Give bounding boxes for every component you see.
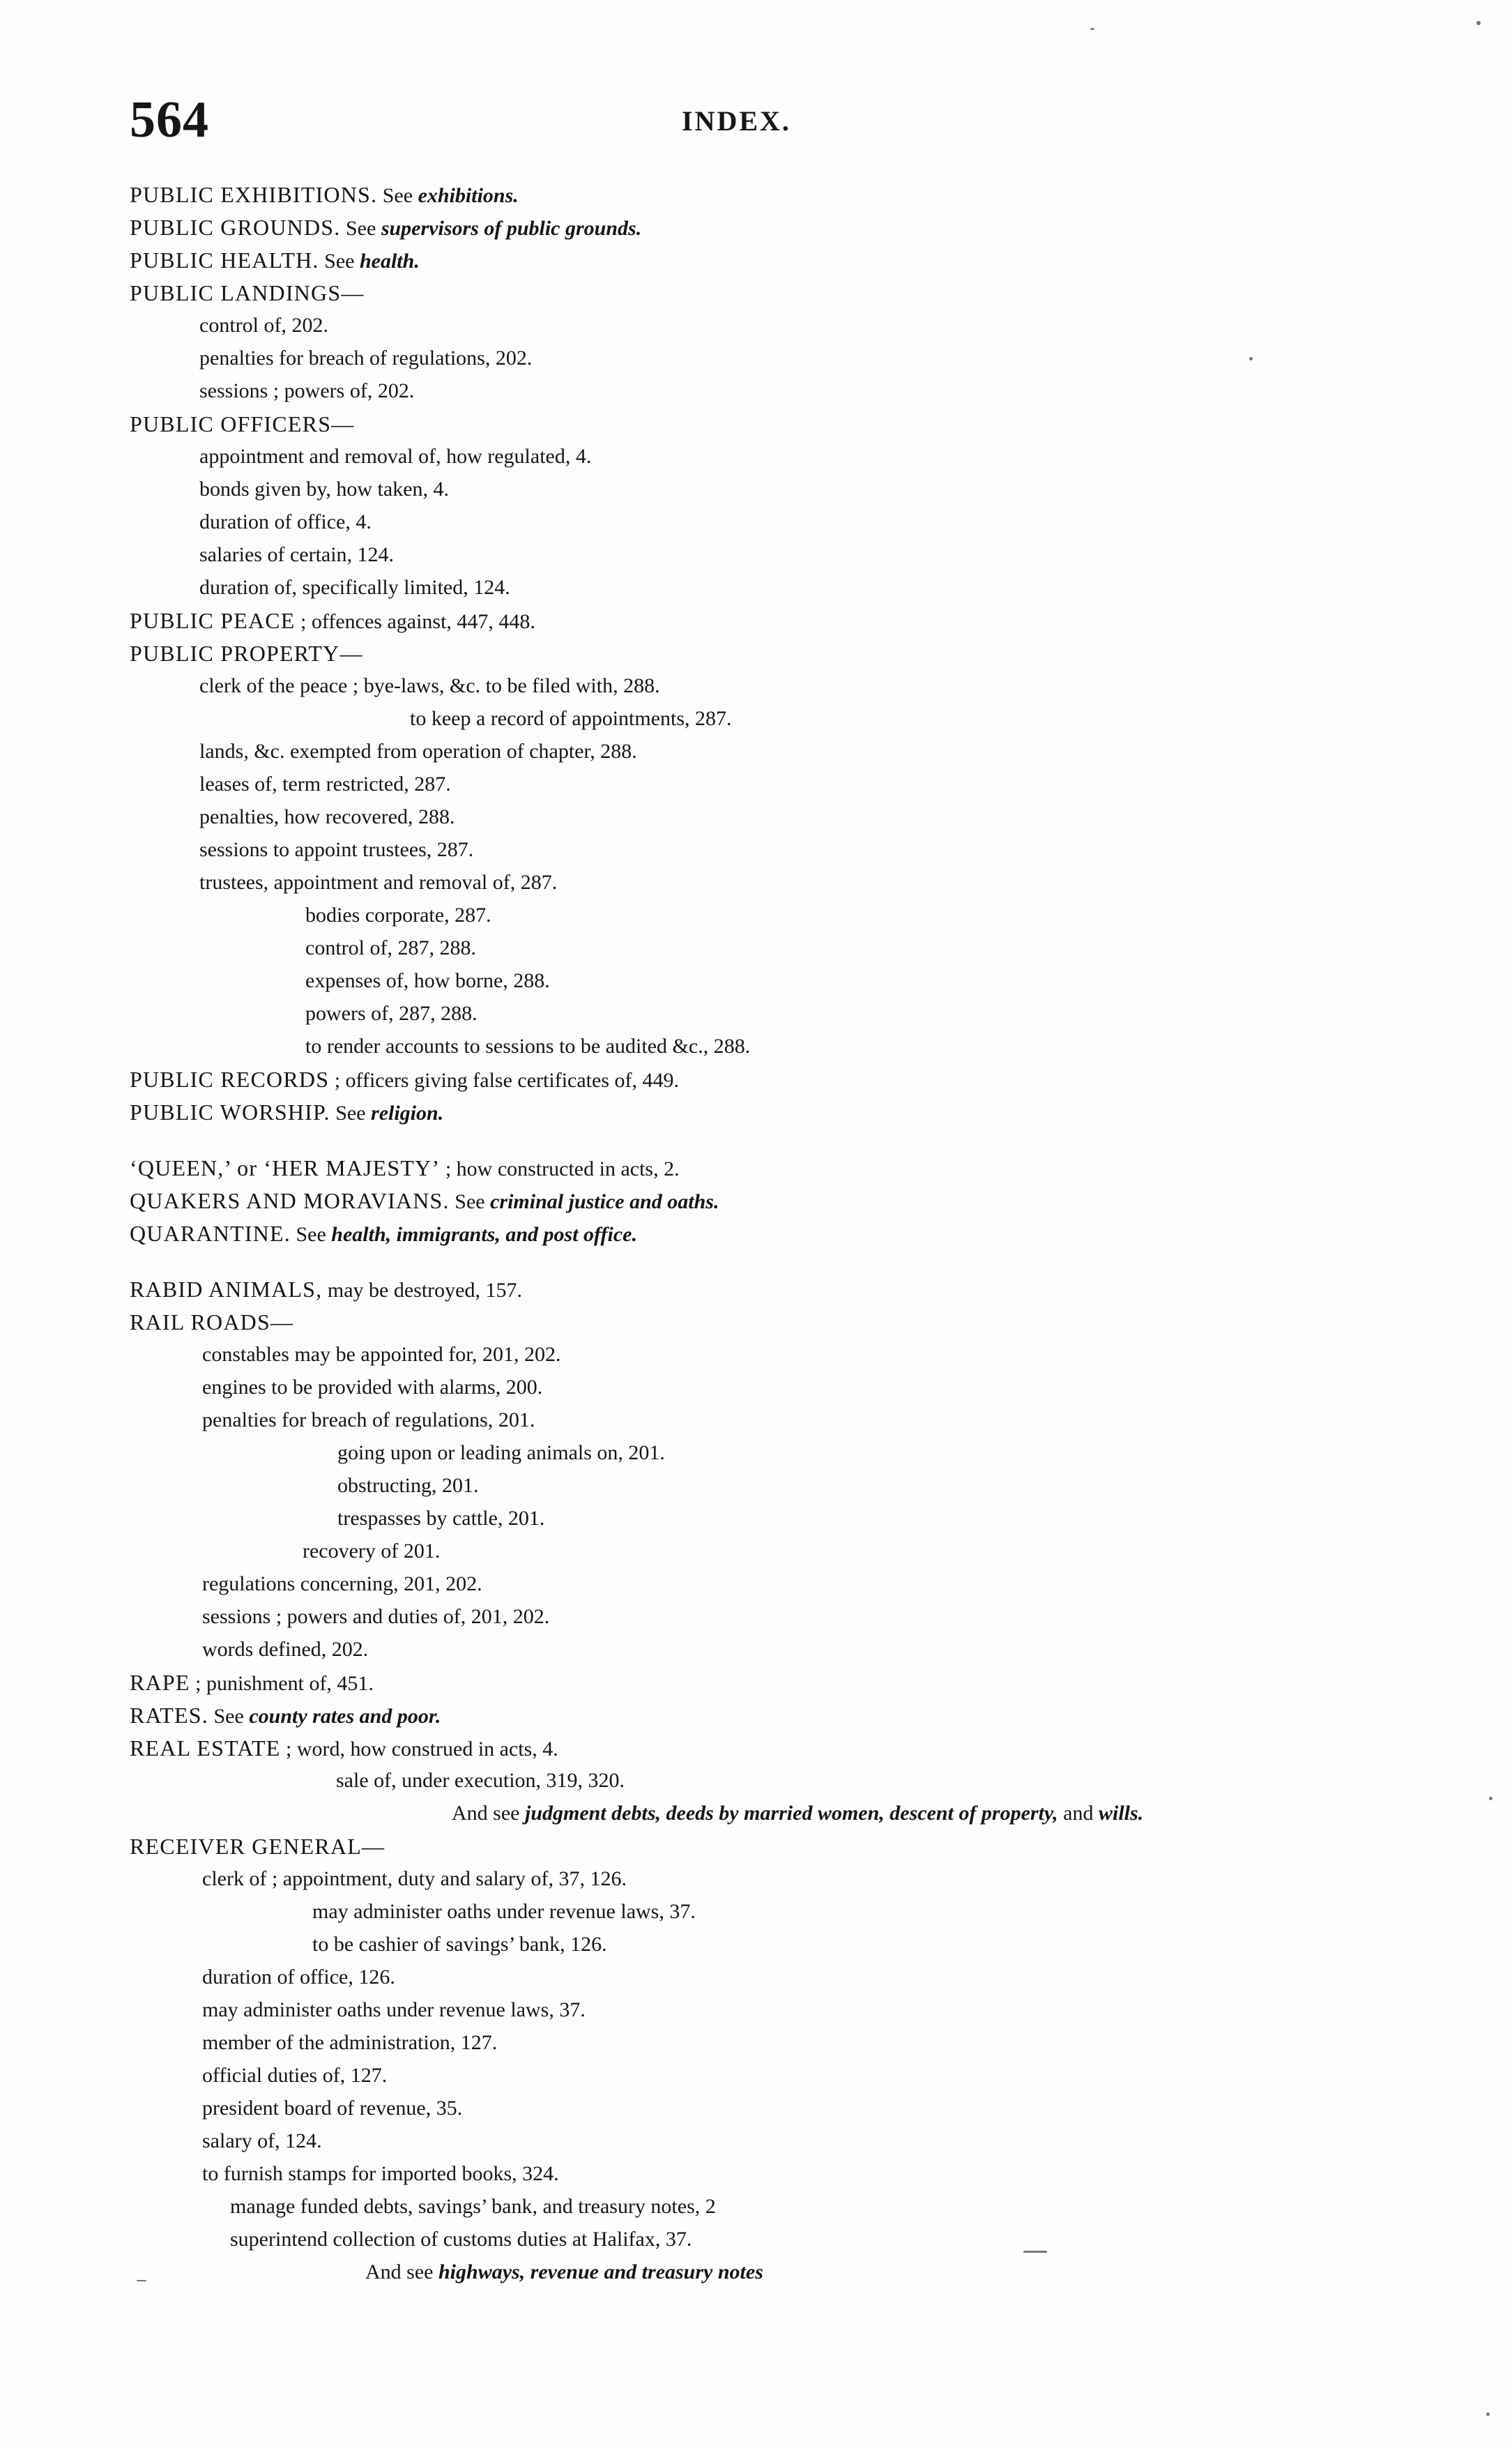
index-entry [130, 1098, 443, 1126]
index-subentry: penalties, how recovered, 288. [199, 805, 455, 828]
entry-heading: PUBLIC WORSHIP. [130, 1100, 330, 1125]
index-subentry: penalties for breach of regulations, 202. [199, 347, 533, 370]
entry-heading: QUAKERS AND MORAVIANS. [130, 1188, 450, 1213]
index-entry [130, 607, 535, 634]
scan-speck [1249, 357, 1253, 360]
index-entry [130, 410, 354, 438]
entry-heading: RAIL ROADS— [130, 1309, 294, 1335]
index-subentry: salaries of certain, 124. [199, 543, 395, 566]
entry-heading: RABID ANIMALS, [130, 1277, 323, 1302]
index-subentry: control of, 202. [199, 314, 328, 337]
entry-text: ; offences against, 447, 448. [295, 610, 535, 633]
entry-heading: PUBLIC PROPERTY— [130, 641, 363, 666]
entry-heading: ‘QUEEN,’ or ‘HER MAJESTY’ [130, 1155, 441, 1180]
index-subentry: sale of, under execution, 319, 320. [336, 1769, 625, 1792]
cross-reference: supervisors of public grounds. [381, 217, 642, 240]
scan-speck [1476, 21, 1481, 25]
entry-heading: PUBLIC RECORDS [130, 1067, 330, 1092]
entry-heading: REAL ESTATE [130, 1735, 281, 1761]
entry-heading: PUBLIC HEALTH. [130, 248, 319, 273]
index-entry [130, 181, 519, 208]
running-head: INDEX. [682, 105, 791, 137]
index-subentry: duration of office, 126. [202, 1966, 395, 1989]
index-entry [130, 1701, 441, 1729]
index-subentry: bodies corporate, 287. [305, 904, 491, 927]
index-subentry: duration of office, 4. [199, 510, 372, 533]
index-subentry: clerk of ; appointment, duty and salary of, 37, 126. [202, 1867, 627, 1890]
index-entry [130, 213, 641, 241]
index-subentry: member of the administration, 127. [202, 2031, 498, 2054]
scan-speck [1489, 1797, 1492, 1800]
index-subentry: powers of, 287, 288. [305, 1002, 478, 1025]
index-subentry: bonds given by, how taken, 4. [199, 478, 450, 501]
index-subentry: obstructing, 201. [337, 1474, 479, 1497]
index-entry [130, 1154, 680, 1182]
entry-text: See [330, 1102, 372, 1125]
cross-reference: county rates and poor. [249, 1705, 441, 1728]
scan-speck [1023, 2251, 1047, 2253]
index-entry [130, 1219, 637, 1247]
cross-reference: judgment debts, deeds by married women, descent of property, [524, 1802, 1058, 1825]
entry-text: may be destroyed, 157. [322, 1279, 522, 1302]
index-subentry: expenses of, how borne, 288. [305, 969, 550, 992]
index-entry [130, 246, 420, 274]
entry-text: See [290, 1223, 332, 1246]
scan-speck [1486, 2412, 1490, 2416]
index-subentry: constables may be appointed for, 201, 202. [202, 1343, 561, 1366]
index-subentry: to be cashier of savings’ bank, 126. [312, 1933, 607, 1956]
entry-heading: RAPE [130, 1670, 190, 1695]
cross-reference: criminal justice and oaths. [490, 1190, 719, 1213]
index-subentry: may administer oaths under revenue laws, 37. [312, 1900, 696, 1923]
cross-reference: wills. [1098, 1802, 1144, 1825]
scan-speck [1090, 28, 1094, 30]
index-subentry: recovery of 201. [303, 1539, 441, 1563]
entry-heading: PUBLIC OFFICERS— [130, 411, 355, 436]
entry-text: ; officers giving false certificates of, 449. [329, 1069, 679, 1092]
index-subentry: to keep a record of appointments, 287. [410, 707, 732, 730]
entry-text: See [319, 250, 360, 273]
entry-heading: RECEIVER GENERAL— [130, 1834, 385, 1859]
index-subentry [365, 2258, 763, 2286]
index-subentry: official duties of, 127. [202, 2064, 388, 2087]
index-subentry: regulations concerning, 201, 202. [202, 1572, 482, 1595]
index-subentry: leases of, term restricted, 287. [199, 773, 451, 796]
index-subentry: lands, &c. exempted from operation of chapter, 288. [199, 740, 637, 763]
index-entry [130, 639, 363, 667]
entry-text: And see [452, 1802, 525, 1825]
index-subentry: may administer oaths under revenue laws, 37. [202, 1998, 586, 2021]
index-subentry: salary of, 124. [202, 2129, 322, 2152]
index-subentry: trespasses by cattle, 201. [337, 1507, 545, 1530]
index-subentry: manage funded debts, savings’ bank, and treasury notes, 2 [230, 2195, 716, 2218]
index-subentry: superintend collection of customs duties at Halifax, 37. [230, 2228, 692, 2251]
cross-reference: health. [359, 250, 420, 273]
scan-speck [137, 2280, 146, 2281]
index-entry [130, 1187, 719, 1215]
index-entry [130, 1832, 385, 1860]
index-subentry: sessions to appoint trustees, 287. [199, 838, 474, 861]
index-entry [130, 1668, 374, 1696]
index-subentry: penalties for breach of regulations, 201. [202, 1408, 535, 1431]
entry-heading: QUARANTINE. [130, 1221, 291, 1246]
entry-heading: PUBLIC EXHIBITIONS. [130, 182, 378, 207]
entry-heading: PUBLIC LANDINGS— [130, 280, 365, 305]
index-subentry: appointment and removal of, how regulated, 4. [199, 445, 592, 468]
index-subentry: to render accounts to sessions to be audited &c., 288. [305, 1035, 751, 1058]
entry-text: And see [365, 2260, 438, 2283]
entry-text: ; punishment of, 451. [190, 1672, 374, 1695]
index-subentry: duration of, specifically limited, 124. [199, 576, 510, 599]
cross-reference: health, immigrants, and post office. [331, 1223, 637, 1246]
entry-heading: PUBLIC PEACE [130, 608, 296, 633]
entry-heading: RATES. [130, 1703, 208, 1728]
page-number: 564 [130, 91, 209, 149]
index-entry [130, 1275, 522, 1303]
index-subentry: going upon or leading animals on, 201. [337, 1441, 665, 1464]
entry-text: ; how constructed in acts, 2. [440, 1157, 680, 1180]
entry-text: See [340, 217, 381, 240]
cross-reference: exhibitions. [418, 184, 519, 207]
index-subentry: sessions ; powers of, 202. [199, 379, 415, 402]
index-entry [130, 279, 365, 307]
index-subentry: to furnish stamps for imported books, 324. [202, 2162, 559, 2185]
entry-text: See [449, 1190, 491, 1213]
index-subentry: sessions ; powers and duties of, 201, 202. [202, 1605, 550, 1628]
index-subentry: control of, 287, 288. [305, 936, 476, 959]
entry-text: See [208, 1705, 250, 1728]
index-entry [130, 1308, 293, 1336]
index-entry [130, 1734, 558, 1762]
cross-reference: religion. [371, 1102, 444, 1125]
index-subentry: words defined, 202. [202, 1638, 369, 1661]
index-subentry: president board of revenue, 35. [202, 2097, 463, 2120]
entry-text: and [1057, 1802, 1099, 1825]
entry-text: ; word, how construed in acts, 4. [280, 1738, 558, 1761]
index-subentry: clerk of the peace ; bye-laws, &c. to be filed with, 288. [199, 674, 660, 697]
cross-reference: highways, revenue and treasury notes [438, 2260, 763, 2283]
index-subentry: trustees, appointment and removal of, 287. [199, 871, 558, 894]
index-entry [130, 1065, 679, 1093]
entry-text: See [377, 184, 418, 207]
index-subentry [452, 1800, 1143, 1827]
index-subentry: engines to be provided with alarms, 200. [202, 1376, 543, 1399]
entry-heading: PUBLIC GROUNDS. [130, 215, 341, 240]
